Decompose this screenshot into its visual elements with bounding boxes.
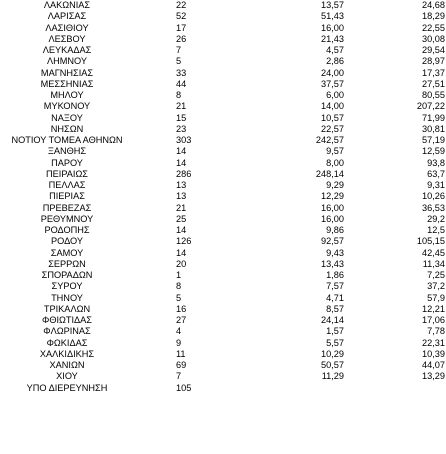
region-name-cell: ΣΠΟΡΑΔΩΝ bbox=[41, 270, 93, 280]
table-row bbox=[0, 56, 446, 67]
case-count-cell: 17 bbox=[176, 22, 187, 33]
daily-average-cell: 1,86 bbox=[326, 270, 344, 280]
daily-average-cell: 4,57 bbox=[326, 45, 344, 55]
region-name-cell: ΝΗΣΩΝ bbox=[50, 123, 84, 134]
region-name-cell: ΠΙΕΡΙΑΣ bbox=[49, 191, 85, 202]
case-count-cell: 105 bbox=[176, 382, 192, 393]
region-name-cell: ΡΟΔΟΠΗΣ bbox=[44, 225, 90, 235]
table-row bbox=[0, 135, 446, 146]
daily-average-cell: 9,86 bbox=[326, 225, 344, 235]
table-row bbox=[0, 315, 446, 326]
per-capita-rate-cell: 44,07 bbox=[422, 360, 445, 370]
case-count-cell: 14 bbox=[176, 146, 187, 157]
daily-average-cell: 13,43 bbox=[321, 258, 344, 269]
daily-average-cell: 9,43 bbox=[326, 247, 344, 258]
per-capita-rate-cell: 12,59 bbox=[422, 146, 445, 157]
table-row bbox=[0, 203, 446, 214]
table-row bbox=[0, 225, 446, 236]
table-row bbox=[0, 11, 446, 22]
per-capita-rate-cell: 12,5 bbox=[427, 225, 445, 235]
daily-average-cell: 37,57 bbox=[321, 78, 344, 89]
per-capita-rate-cell: 12,21 bbox=[422, 303, 445, 314]
table-row bbox=[0, 191, 446, 202]
region-name-cell: ΣΥΡΟΥ bbox=[51, 281, 83, 292]
case-count-cell: 303 bbox=[176, 135, 192, 145]
table-row bbox=[0, 371, 446, 382]
region-name-cell: ΜΥΚΟΝΟΥ bbox=[43, 101, 91, 112]
per-capita-rate-cell: 71,99 bbox=[422, 112, 445, 123]
case-count-cell: 33 bbox=[176, 67, 187, 78]
per-capita-rate-cell: 29,2 bbox=[427, 213, 445, 224]
case-count-cell: 5 bbox=[176, 56, 182, 67]
table-row bbox=[0, 169, 446, 180]
case-count-cell: 9 bbox=[176, 337, 182, 348]
per-capita-rate-cell: 7,25 bbox=[427, 270, 445, 280]
table-row bbox=[0, 360, 446, 371]
region-name-cell: ΣΕΡΡΩΝ bbox=[48, 258, 86, 269]
table-row bbox=[0, 338, 446, 349]
region-name-cell: ΛΗΜΝΟΥ bbox=[46, 56, 88, 67]
region-name-cell: ΤΡΙΚΑΛΩΝ bbox=[43, 303, 91, 314]
per-capita-rate-cell: 37,2 bbox=[427, 281, 445, 292]
table-row bbox=[0, 180, 446, 191]
per-capita-rate-cell bbox=[370, 383, 445, 394]
per-capita-rate-cell: 22,55 bbox=[422, 22, 445, 33]
per-capita-rate-cell: 30,81 bbox=[422, 123, 445, 134]
daily-average-cell: 242,57 bbox=[315, 135, 344, 145]
per-capita-rate-cell: 29,54 bbox=[422, 45, 445, 55]
daily-average-cell: 8,57 bbox=[326, 303, 344, 314]
region-name-cell: ΠΑΡΟΥ bbox=[51, 157, 83, 168]
region-name-cell: ΥΠΟ ΔΙΕΡΕΥΝΗΣΗ bbox=[26, 382, 108, 393]
region-name-cell: ΦΩΚΙΔΑΣ bbox=[46, 337, 88, 348]
region-name-cell: ΤΗΝΟΥ bbox=[51, 292, 83, 303]
region-name-cell: ΝΟΤΙΟΥ ΤΟΜΕΑ ΑΘΗΝΩΝ bbox=[11, 135, 123, 145]
case-count-cell: 13 bbox=[176, 180, 187, 190]
per-capita-rate-cell: 80,55 bbox=[422, 90, 445, 100]
case-count-cell: 14 bbox=[176, 247, 187, 258]
case-count-cell: 7 bbox=[176, 45, 182, 55]
region-name-cell: ΠΕΛΛΑΣ bbox=[48, 180, 86, 190]
table-row bbox=[0, 236, 446, 247]
region-name-cell: ΧΑΛΚΙΔΙΚΗΣ bbox=[39, 348, 95, 359]
per-capita-rate-cell: 63,7 bbox=[427, 168, 445, 179]
case-count-cell: 69 bbox=[176, 360, 187, 370]
per-capita-rate-cell: 17,06 bbox=[422, 315, 445, 325]
table-row bbox=[0, 0, 446, 11]
daily-average-cell: 7,57 bbox=[326, 281, 344, 292]
region-name-cell: ΡΟΔΟΥ bbox=[50, 236, 83, 247]
daily-average-cell: 1,57 bbox=[326, 326, 344, 337]
case-count-cell: 7 bbox=[176, 371, 182, 382]
case-count-cell: 13 bbox=[176, 191, 187, 202]
case-count-cell: 15 bbox=[176, 112, 187, 123]
per-capita-rate-cell: 17,37 bbox=[422, 67, 445, 78]
case-count-cell: 52 bbox=[176, 11, 187, 22]
per-capita-rate-cell: 57,19 bbox=[422, 135, 445, 145]
daily-average-cell: 24,00 bbox=[321, 67, 344, 78]
table-row bbox=[0, 124, 446, 135]
region-name-cell: ΧΙΟΥ bbox=[56, 371, 78, 382]
region-name-cell: ΛΑΚΩΝΙΑΣ bbox=[43, 0, 91, 10]
table-row bbox=[0, 326, 446, 337]
per-capita-rate-cell: 207,22 bbox=[416, 101, 445, 112]
case-count-cell: 286 bbox=[176, 168, 192, 179]
region-name-cell: ΠΡΕΒΕΖΑΣ bbox=[42, 202, 92, 213]
region-name-cell: ΛΑΣΙΘΙΟΥ bbox=[45, 22, 89, 33]
table-row bbox=[0, 23, 446, 34]
table-row bbox=[0, 146, 446, 157]
daily-average-cell: 12,29 bbox=[321, 191, 344, 202]
case-count-cell: 23 bbox=[176, 123, 187, 134]
case-count-cell: 26 bbox=[176, 33, 187, 44]
per-capita-rate-cell: 28,97 bbox=[422, 56, 445, 67]
table-row bbox=[0, 259, 446, 270]
table-row bbox=[0, 349, 446, 360]
region-name-cell: ΛΕΥΚΑΔΑΣ bbox=[42, 45, 92, 55]
daily-average-cell: 248,14 bbox=[315, 168, 344, 179]
per-capita-rate-cell: 57,9 bbox=[427, 292, 445, 303]
per-capita-rate-cell: 10,26 bbox=[422, 191, 445, 202]
table-row bbox=[0, 79, 446, 90]
case-count-cell: 14 bbox=[176, 225, 187, 235]
case-count-cell: 14 bbox=[176, 157, 187, 168]
case-count-cell: 8 bbox=[176, 90, 182, 100]
case-count-cell: 21 bbox=[176, 202, 187, 213]
table-row bbox=[0, 158, 446, 169]
table-row bbox=[0, 281, 446, 292]
per-capita-rate-cell: 9,31 bbox=[427, 180, 445, 190]
region-name-cell: ΡΕΘΥΜΝΟΥ bbox=[40, 213, 94, 224]
case-count-cell: 8 bbox=[176, 281, 182, 292]
case-count-cell: 11 bbox=[176, 348, 186, 359]
case-count-cell: 16 bbox=[176, 303, 187, 314]
table-row bbox=[0, 293, 446, 304]
table-row bbox=[0, 34, 446, 45]
table-row bbox=[0, 248, 446, 259]
region-name-cell: ΝΑΞΟΥ bbox=[51, 112, 83, 123]
daily-average-cell: 9,57 bbox=[326, 146, 344, 157]
case-count-cell: 25 bbox=[176, 213, 187, 224]
daily-average-cell: 50,57 bbox=[321, 360, 344, 370]
daily-average-cell: 21,43 bbox=[321, 33, 344, 44]
daily-average-cell: 10,29 bbox=[321, 348, 344, 359]
table-row bbox=[0, 214, 446, 225]
per-capita-rate-cell: 27,51 bbox=[422, 78, 445, 89]
table-row bbox=[0, 68, 446, 79]
daily-average-cell: 4,71 bbox=[326, 292, 344, 303]
per-capita-rate-cell: 24,68 bbox=[422, 0, 445, 10]
per-capita-rate-cell: 18,29 bbox=[422, 11, 445, 22]
daily-average-cell: 6,00 bbox=[326, 90, 344, 100]
daily-average-cell: 92,57 bbox=[321, 236, 344, 247]
case-count-cell: 22 bbox=[176, 0, 187, 10]
daily-average-cell: 10,57 bbox=[321, 112, 344, 123]
region-name-cell: ΞΑΝΘΗΣ bbox=[47, 146, 87, 157]
daily-average-cell: 14,00 bbox=[321, 101, 344, 112]
region-name-cell: ΣΑΜΟΥ bbox=[50, 247, 84, 258]
table-row bbox=[0, 304, 446, 315]
daily-average-cell: 8,00 bbox=[326, 157, 344, 168]
per-capita-rate-cell: 30,08 bbox=[422, 33, 445, 44]
daily-average-cell: 16,00 bbox=[321, 22, 344, 33]
per-capita-rate-cell: 93,8 bbox=[427, 157, 445, 168]
case-count-cell: 21 bbox=[176, 101, 187, 112]
daily-average-cell: 51,43 bbox=[321, 11, 344, 22]
per-capita-rate-cell: 11,34 bbox=[422, 258, 445, 269]
region-name-cell: ΠΕΙΡΑΙΩΣ bbox=[46, 168, 88, 179]
daily-average-cell: 2,86 bbox=[326, 56, 344, 67]
per-capita-rate-cell: 36,53 bbox=[422, 202, 445, 213]
per-capita-rate-cell: 10,39 bbox=[422, 348, 445, 359]
case-count-cell: 126 bbox=[176, 236, 192, 247]
daily-average-cell: 5,57 bbox=[326, 337, 344, 348]
per-capita-rate-cell: 13,29 bbox=[422, 371, 445, 382]
per-capita-rate-cell: 22,31 bbox=[422, 337, 445, 348]
table-row bbox=[0, 45, 446, 56]
table-row bbox=[0, 383, 446, 394]
region-name-cell: ΛΑΡΙΣΑΣ bbox=[47, 11, 87, 22]
daily-average-cell: 22,57 bbox=[321, 123, 344, 134]
daily-average-cell: 13,57 bbox=[321, 0, 344, 10]
region-name-cell: ΦΘΙΩΤΙΔΑΣ bbox=[41, 315, 92, 325]
per-capita-rate-cell: 42,45 bbox=[422, 247, 445, 258]
daily-average-cell: 16,00 bbox=[321, 213, 344, 224]
case-count-cell: 20 bbox=[176, 258, 187, 269]
daily-average-cell bbox=[270, 383, 344, 394]
case-count-cell: 27 bbox=[176, 315, 187, 325]
per-capita-rate-cell: 7,78 bbox=[427, 326, 445, 337]
table-row bbox=[0, 113, 446, 124]
table-row bbox=[0, 270, 446, 281]
region-name-cell: ΦΛΩΡΙΝΑΣ bbox=[43, 326, 91, 337]
daily-average-cell: 9,29 bbox=[326, 180, 344, 190]
region-name-cell: ΛΕΣΒΟΥ bbox=[48, 33, 86, 44]
per-capita-rate-cell: 105,15 bbox=[416, 236, 445, 247]
region-name-cell: ΜΗΛΟΥ bbox=[50, 90, 84, 100]
case-count-cell: 44 bbox=[176, 78, 187, 89]
daily-average-cell: 11,29 bbox=[321, 371, 344, 382]
region-name-cell: ΜΕΣΣΗΝΙΑΣ bbox=[40, 78, 94, 89]
daily-average-cell: 24,14 bbox=[321, 315, 344, 325]
daily-average-cell: 16,00 bbox=[321, 202, 344, 213]
case-count-cell: 4 bbox=[176, 326, 182, 337]
region-name-cell: ΜΑΓΝΗΣΙΑΣ bbox=[40, 67, 94, 78]
case-count-cell: 1 bbox=[176, 270, 182, 280]
region-name-cell: ΧΑΝΙΩΝ bbox=[49, 360, 85, 370]
table-row bbox=[0, 90, 446, 101]
case-count-cell: 5 bbox=[176, 292, 182, 303]
table-row bbox=[0, 101, 446, 112]
